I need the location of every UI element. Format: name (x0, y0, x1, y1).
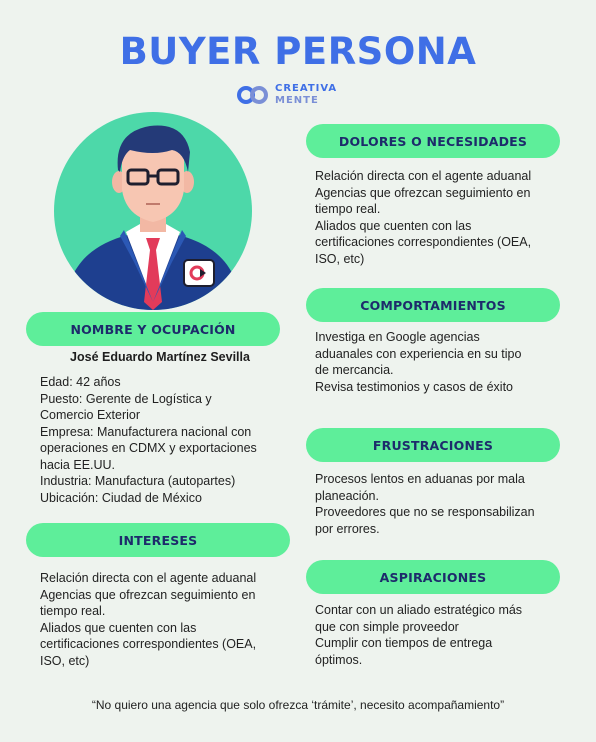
detail-line: operaciones en CDMX y exportaciones (40, 441, 257, 455)
interest-line: Relación directa con el agente aduanal (40, 571, 257, 585)
aspiration-line: que con simple proveedor (315, 619, 459, 634)
frustration-line: Proveedores que no se responsabilizan (315, 505, 535, 519)
intereses-text (40, 570, 290, 669)
logo-line-1: CREATIVA (275, 83, 338, 94)
infinity-logo-icon (236, 85, 270, 105)
interest-line: certificaciones correspondientes (OEA, (40, 637, 257, 651)
aspiration-line: Cumplir con tiempos de entrega (315, 636, 493, 650)
badge-icon (184, 260, 214, 286)
persona-name: José Eduardo Martínez Sevilla (70, 350, 250, 364)
pain-line: certificaciones correspondientes (OEA, (315, 235, 532, 249)
pill-intereses (26, 523, 290, 557)
interest-line: ISO, etc) (40, 653, 90, 668)
logo-line-2: MENTE (275, 95, 319, 106)
pill-dolores (306, 124, 560, 158)
detail-line: Comercio Exterior (40, 408, 141, 422)
pill-comportamientos (306, 288, 560, 322)
interest-line: tiempo real. (40, 604, 106, 618)
nombre-details (40, 374, 290, 506)
heading-frustraciones: FRUSTRACIONES (372, 437, 494, 453)
interest-line: Aliados que cuenten con las (40, 620, 197, 635)
persona-quote: “No quiero una agencia que solo ofrezca ‘trámite’, necesito acompañamiento” (91, 698, 505, 712)
pain-line: Agencias que ofrezcan seguimiento en (315, 185, 531, 200)
detail-line: Puesto: Gerente de Logística y (40, 391, 212, 406)
detail-line: Edad: 42 años (40, 375, 121, 389)
detail-line: hacia EE.UU. (40, 457, 116, 472)
aspiration-line: Contar con un aliado estratégico más (315, 603, 523, 617)
frustration-line: planeación. (315, 488, 379, 503)
frustration-line: por errores. (315, 521, 380, 536)
detail-line: Industria: Manufactura (autopartes) (40, 474, 236, 488)
pill-frustraciones (306, 428, 560, 462)
dolores-text (315, 168, 575, 267)
heading-intereses: INTERESES (118, 532, 198, 548)
pain-line: Relación directa con el agente aduanal (315, 169, 532, 183)
detail-line: Ubicación: Ciudad de México (40, 490, 202, 505)
detail-line: Empresa: Manufacturera nacional con (40, 424, 252, 439)
pain-line: ISO, etc) (315, 251, 365, 266)
behavior-line: aduanales con experiencia en su tipo (315, 346, 522, 361)
frustration-line: Procesos lentos en aduanas por mala (315, 472, 525, 486)
heading-aspiraciones: ASPIRACIONES (379, 569, 487, 585)
heading-nombre-ocupacion: NOMBRE Y OCUPACIÓN (70, 321, 236, 337)
behavior-line: de mercancia. (315, 363, 394, 377)
behavior-line: Revisa testimonios y casos de éxito (315, 379, 514, 394)
pain-line: Aliados que cuenten con las (315, 218, 472, 233)
heading-comportamientos: COMPORTAMIENTOS (360, 297, 506, 313)
frustraciones-text (315, 471, 575, 537)
brand-logo (236, 82, 337, 108)
page-title: BUYER PERSONA (119, 30, 477, 73)
comportamientos-text (315, 329, 575, 395)
aspiraciones-text (315, 602, 575, 668)
heading-dolores: DOLORES O NECESIDADES (338, 133, 528, 149)
person-avatar-icon (54, 112, 252, 310)
pill-aspiraciones (306, 560, 560, 594)
behavior-line: Investiga en Google agencias (315, 330, 480, 344)
interest-line: Agencias que ofrezcan seguimiento en (40, 587, 256, 602)
aspiration-line: óptimos. (315, 652, 363, 667)
pain-line: tiempo real. (315, 202, 381, 216)
pill-nombre-ocupacion (26, 312, 280, 346)
